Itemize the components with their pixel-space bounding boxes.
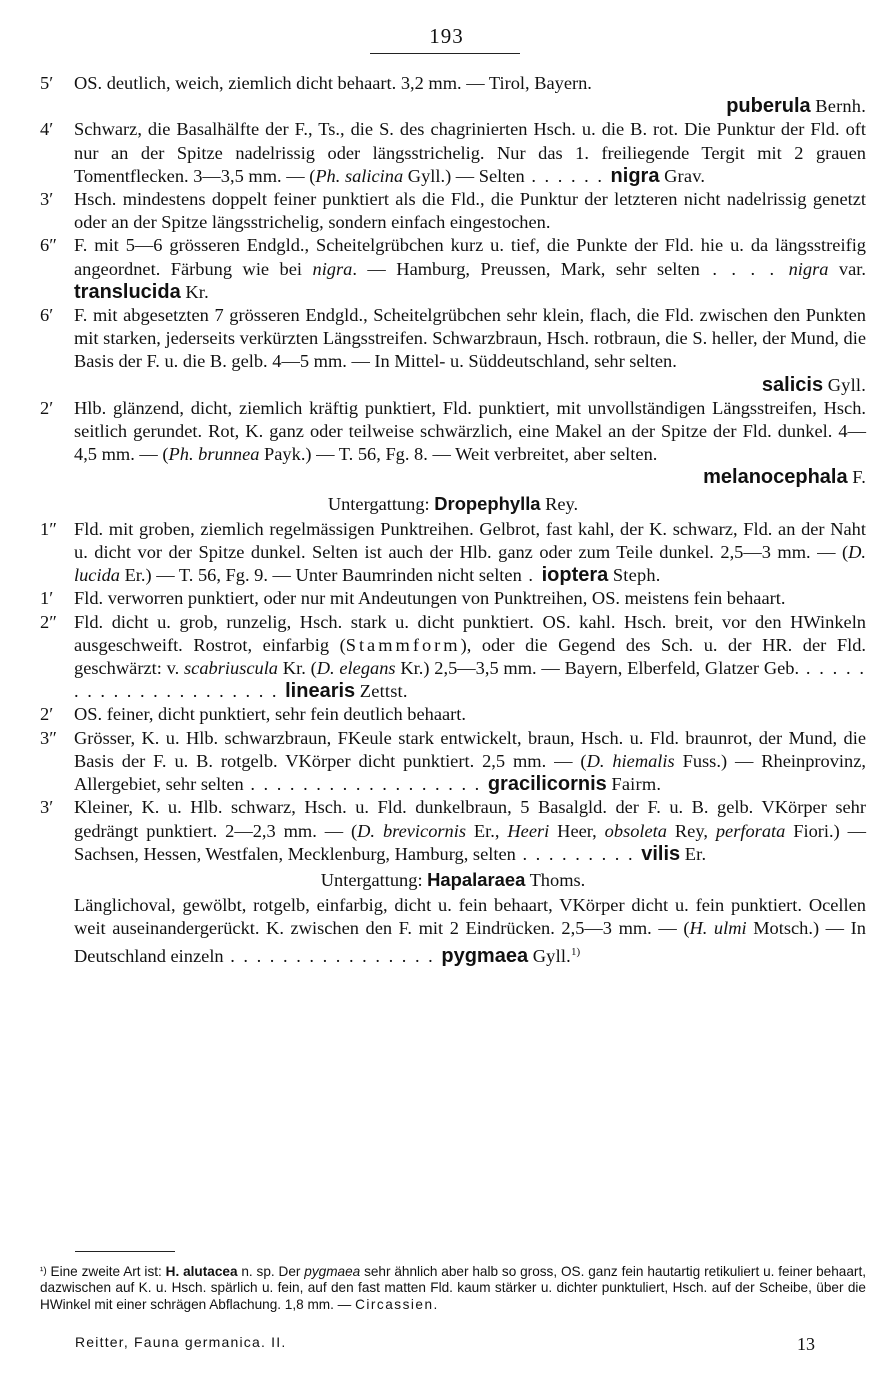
couplet-number: 2′	[40, 397, 54, 418]
leader-dots: . . . . . .	[524, 165, 611, 186]
entry-text: Fld. mit groben, ziemlich regelmässigen Punktreihen. Gelbrot, fast kahl, der K. schwarz, Fld. an der Naht u. dicht vor der Spitze dunkel. Selten ist auch der Hlb. ganz oder zum Teile dunkel. 2,5—3 mm. — (	[74, 518, 866, 563]
couplet-number: 6″	[40, 235, 57, 256]
species-author: Zettst.	[359, 681, 408, 702]
couplet-number: 4′	[40, 119, 54, 140]
subgenus-name: Hapalaraea	[427, 868, 526, 890]
key-entry	[40, 72, 866, 118]
entry-text: Kleiner, K. u. Hlb. schwarz, Hsch. u. Fld. dunkelbraun, 5 Basalgld. der F. u. B. gelb. VKörper sehr gedrängt punktiert. 2—2,3 mm. — (	[74, 797, 866, 841]
subgenus-prefix: Untergattung:	[320, 869, 428, 890]
entry-text: Motsch.) — In Deutschland einzeln	[74, 918, 866, 966]
entry-text: Er.,	[466, 820, 508, 841]
couplet-number: 2″	[40, 611, 57, 632]
synonym-reference: H. ulmi	[689, 918, 747, 939]
species-name: nigra	[610, 164, 660, 187]
entry-text: Fld. verworren punktiert, oder nur mit Andeutungen von Punktreihen, OS. meistens fein behaart.	[74, 588, 786, 609]
entry-text: F. mit 5—6 grösseren Endgld., Scheitelgrübchen kurz u. tief, die Punkte der Fld. hie u. da längsstreifig angeordnet. Färbung wie bei	[74, 235, 866, 279]
subgenus-name: Dropephylla	[434, 492, 541, 514]
species-author: Gyll.	[827, 374, 866, 395]
synonym-reference: Ph. salicina	[315, 165, 404, 186]
footnote-reference: 1)	[570, 945, 581, 958]
species-name: puberula	[726, 95, 811, 118]
species-line	[74, 374, 866, 397]
couplet-number: 3′	[40, 189, 54, 210]
page-number: 193	[429, 24, 464, 48]
couplet-number: 2′	[40, 704, 54, 725]
couplet-number: 1′	[40, 588, 54, 609]
species-author: Kr.	[185, 281, 209, 302]
leader-dots: . . . .	[699, 258, 789, 279]
entry-text: OS. feiner, dicht punktiert, sehr fein deutlich behaart.	[74, 704, 466, 725]
subgenus-heading	[40, 490, 866, 518]
species-name: ioptera	[541, 564, 609, 587]
entry-text: Hlb. glänzend, dicht, ziemlich kräftig punktiert, Fld. punktiert, mit unvollständigen Längsstreifen, Hsch. seitlich gerundet. Rot, K. ganz oder teilweise schwärzlich, eine Makel an der Spitze der Fld. dunkel. 4—4,5 mm. — (	[74, 397, 866, 465]
footnote-locality: Circassien.	[355, 1296, 439, 1312]
entry-text: F. mit abgesetzten 7 grösseren Endgld., Scheitelgrübchen sehr klein, flach, die Fld. zwischen den Punkten mit starken, jederseits verkürzten Längsstreifen. Schwarzbraun, Hsch. rotbraun, die S. heller, der Mund, die Basis der F. u. die B. gelb. 4—5 mm. — In Mittel- u. Süddeutschland, sehr selten.	[74, 305, 866, 372]
couplet-number: 6′	[40, 305, 54, 326]
leader-dots: .	[521, 565, 542, 586]
subgenus-heading	[40, 866, 866, 894]
species-author: Bernh.	[815, 96, 866, 117]
entry-text: Er.) — T. 56, Fg. 9. — Unter Baumrinden nicht selten	[119, 565, 522, 586]
entry-text: Länglichoval, gewölbt, rotgelb, einfarbig, dicht u. fein behaart, VKörper dicht u. fein punktiert. Ocellen weit auseinandergerückt. K. zwischen den F. mit 2 Eindrücken. 2,5—3 mm. — (	[74, 895, 866, 939]
subgenus-author: Thoms.	[525, 869, 586, 890]
entry-text: Fuss.) — Rheinprovinz, Allergebiet, sehr selten	[74, 750, 866, 795]
species-author: Er.	[684, 843, 707, 864]
synonym-reference: D. elegans	[316, 658, 396, 679]
entry-text: ), oder die Gegend des Sch. u. der HR. der Fld. geschwärzt: v.	[74, 634, 866, 679]
synonym-reference: D. hiemalis	[586, 750, 675, 771]
species-reference: nigra	[788, 258, 829, 279]
key-entry	[40, 234, 866, 304]
key-entry	[40, 587, 866, 610]
entry-text: Gyll.) — Selten	[403, 165, 525, 186]
footnote-text: sehr ähnlich aber halb so gross, OS. ganz fein hautartig retikuliert u. feiner behaart, dazwischen auf K. u. Hsch. spärlich u. fein, auf den fast matten Fld. kaum stärker u. dichter punktuliert, Hsch. auf der Scheibe, über die HWinkel mit einer schrägen Abflachung. 1,8 mm. —	[40, 1264, 867, 1312]
variety-reference: scabriuscula	[184, 658, 279, 679]
entry-text: var.	[828, 258, 866, 279]
species-name: pygmaea	[441, 944, 529, 967]
synonym-reference: D. brevicornis	[357, 820, 467, 841]
spaced-term: Stammform	[345, 634, 461, 655]
key-entry	[40, 796, 866, 866]
key-entry	[40, 397, 866, 490]
key-entry	[40, 703, 866, 726]
entry-text: Rey,	[667, 820, 716, 841]
key-entry	[40, 118, 866, 188]
footnote-reference: pygmaea	[304, 1264, 361, 1279]
footnote-species: H. alutacea	[165, 1264, 238, 1279]
species-author: Grav.	[664, 165, 706, 186]
leader-dots: . . . . . . . . .	[515, 843, 642, 864]
key-entry	[40, 611, 866, 704]
entry-text: Kr. (	[278, 658, 317, 679]
synonym-reference: Ph. brunnea	[168, 444, 260, 465]
signature-line: Reitter, Fauna germanica. II.	[75, 1334, 287, 1350]
synonym-reference: Heeri	[507, 820, 550, 841]
species-name: gracilicornis	[487, 773, 607, 796]
species-name: salicis	[761, 373, 824, 396]
footnote	[40, 1264, 866, 1313]
couplet-number: 3′	[40, 797, 54, 818]
entry-text: Grösser, K. u. Hlb. schwarzbraun, FKeule stark entwickelt, braun, Hsch. u. Fld. braunrot, der Mund, die Basis der F. u. B. rotgelb. VKörper dicht punktiert. 2,5 mm. — (	[74, 727, 866, 771]
leader-dots: . . . . . . . . . . . . . . . . . . . . .	[74, 658, 867, 702]
species-name: vilis	[641, 842, 681, 865]
species-name: linearis	[285, 680, 356, 703]
footnote-rule	[75, 1251, 175, 1252]
entry-text: . — Hamburg, Preussen, Mark, sehr selten	[352, 258, 700, 279]
entry-text: OS. deutlich, weich, ziemlich dicht behaart. 3,2 mm. — Tirol, Bayern.	[74, 73, 592, 93]
key-entry	[40, 518, 866, 588]
synonym-reference: obsoleta	[604, 820, 667, 841]
footnote-text: n. sp. Der	[237, 1264, 305, 1279]
subgenus-prefix: Untergattung:	[327, 493, 435, 514]
synonym-reference: perforata	[715, 820, 786, 841]
entry-text: Hsch. mindestens doppelt feiner punktiert als die Fld., die Punktur der letzteren nicht nadelrissig genetzt oder an der Spitze längsstrichelig, sondern einfach eingestochen.	[74, 189, 866, 233]
couplet-number: 5′	[40, 73, 54, 93]
species-name: melanocephala	[703, 466, 848, 489]
species-reference: nigra	[312, 258, 353, 279]
key-entry	[40, 727, 866, 797]
entry-text: Fld. dicht u. grob, runzelig, Hsch. stark u. dicht punktiert. OS. kahl. Hsch. breit, vor den HWinkeln ausgeschweift. Rostrot, einfarbig (	[74, 611, 866, 655]
key-entry	[40, 304, 866, 397]
key-entry	[40, 188, 866, 234]
description-paragraph	[40, 894, 866, 968]
entry-text: Kr.) 2,5—3,5 mm. — Bayern, Elberfeld, Glatzer Geb.	[395, 658, 800, 679]
species-author: Fairm.	[611, 774, 662, 795]
species-line	[74, 466, 866, 489]
page-footer	[75, 1334, 815, 1354]
entry-text: Fiori.) — Sachsen, Hessen, Westfalen, Mecklenburg, Hamburg, selten	[74, 820, 867, 864]
species-line	[74, 95, 866, 118]
couplet-number: 3″	[40, 727, 57, 748]
sheet-number: 13	[797, 1334, 815, 1354]
entry-text: Schwarz, die Basalhälfte der F., Ts., die S. des chagrinierten Hsch. u. die B. rot. Die Punktur der Fld. oft nur an der Spitze nadelrissig oder längsstrichelig. Nur das 1. freiliegende Tergit mit 2 grauen Tomentflecken. 3—3,5 mm. — (	[74, 119, 866, 186]
species-author: Gyll.	[532, 945, 571, 966]
footnote-text: Eine zweite Art ist:	[46, 1264, 166, 1279]
header-rule	[370, 53, 520, 54]
entry-text: Heer,	[549, 820, 605, 841]
subgenus-author: Rey.	[540, 493, 579, 514]
main-text	[40, 72, 866, 968]
species-author: F.	[852, 467, 866, 488]
leader-dots: . . . . . . . . . . . . . . . . . .	[243, 774, 488, 795]
entry-text: Payk.) — T. 56, Fg. 8. — Weit verbreitet, aber selten.	[259, 444, 658, 465]
synonym-reference: D. lucida	[74, 542, 866, 586]
leader-dots: . . . . . . . . . . . . . . . .	[223, 945, 442, 966]
couplet-number: 1″	[40, 518, 57, 539]
footnote-mark: ¹)	[40, 1266, 47, 1277]
species-name: translucida	[74, 280, 181, 303]
species-author: Steph.	[612, 565, 661, 586]
